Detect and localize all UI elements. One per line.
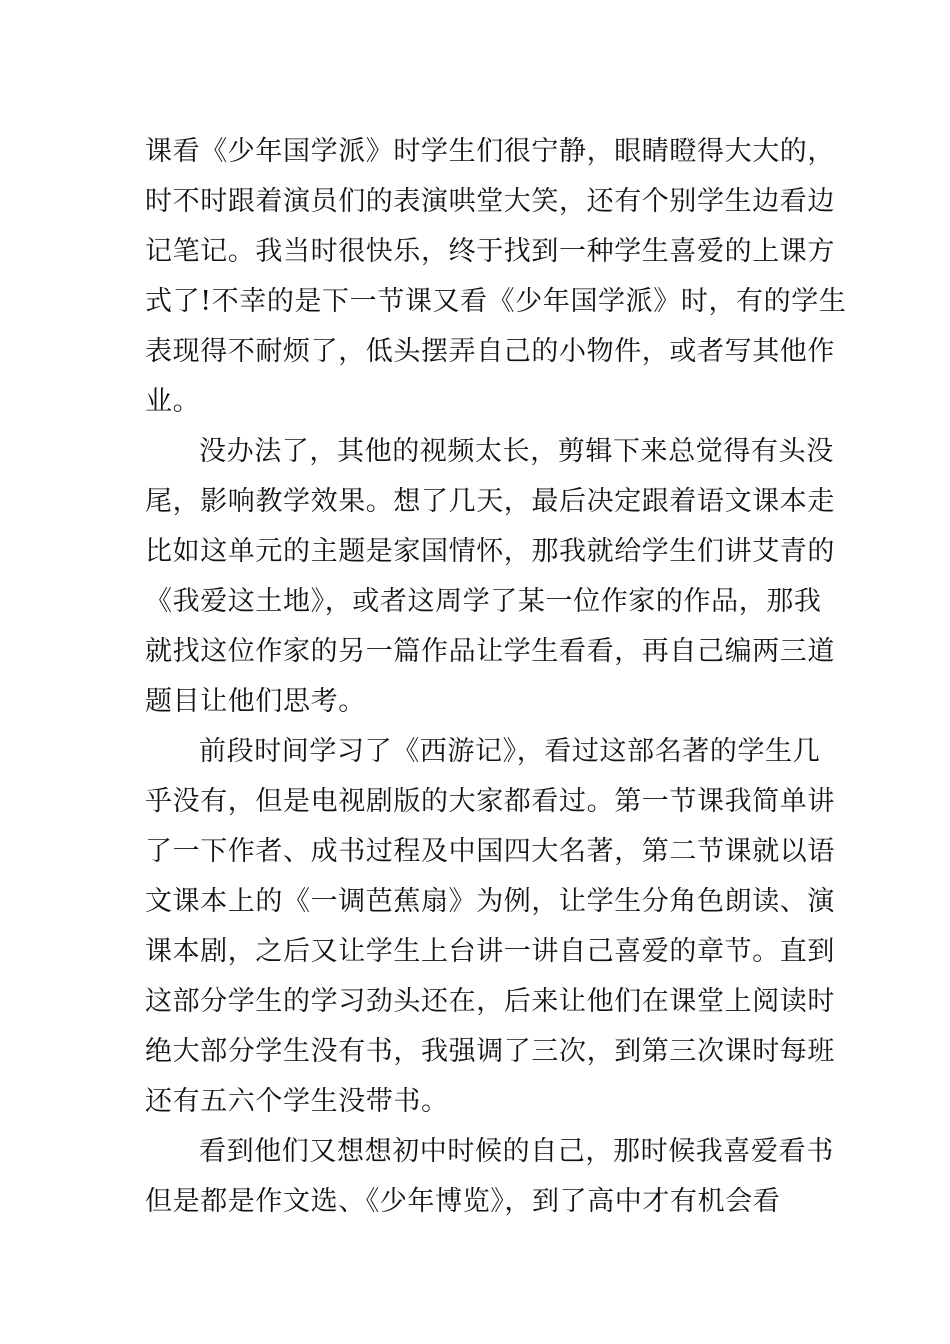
text-line: 还有五六个学生没带书。 [145, 1086, 449, 1117]
text-line: 式了!不幸的是下一节课又看《少年国学派》时，有的学生 [145, 286, 847, 317]
text-line: 乎没有，但是电视剧版的大家都看过。第一节课我简单讲 [145, 786, 835, 817]
text-line: 《我爱这土地》，或者这周学了某一位作家的作品，那我 [145, 586, 822, 617]
text-line: 业。 [145, 386, 201, 417]
text-line: 记笔记。我当时很快乐，终于找到一种学生喜爱的上课方 [145, 236, 835, 267]
text-line: 绝大部分学生没有书，我强调了三次，到第三次课时每班 [145, 1036, 835, 1067]
text-line: 文课本上的《一调芭蕉扇》为例，让学生分角色朗读、演 [145, 886, 835, 917]
text-line: 这部分学生的学习劲头还在，后来让他们在课堂上阅读时 [145, 986, 835, 1017]
text-line: 课本剧，之后又让学生上台讲一讲自己喜爱的章节。直到 [145, 936, 835, 967]
text-line: 比如这单元的主题是家国情怀，那我就给学生们讲艾青的 [145, 536, 835, 567]
text-line: 课看《少年国学派》时学生们很宁静，眼睛瞪得大大的， [145, 136, 835, 167]
text-line: 表现得不耐烦了，低头摆弄自己的小物件，或者写其他作 [145, 336, 835, 367]
text-line: 但是都是作文选、《少年博览》，到了高中才有机会看 [145, 1186, 781, 1217]
text-line: 就找这位作家的另一篇作品让学生看看，再自己编两三道 [145, 636, 835, 667]
paragraph-first-line: 没办法了，其他的视频太长，剪辑下来总觉得有头没 [199, 436, 834, 467]
text-line: 时不时跟着演员们的表演哄堂大笑，还有个别学生边看边 [145, 186, 835, 217]
text-line: 尾，影响教学效果。想了几天，最后决定跟着语文课本走 [145, 486, 835, 517]
text-line: 了一下作者、成书过程及中国四大名著，第二节课就以语 [145, 836, 835, 867]
paragraph-first-line: 看到他们又想想初中时候的自己，那时候我喜爱看书 [199, 1136, 834, 1167]
paragraph-first-line: 前段时间学习了《西游记》，看过这部名著的学生几 [199, 736, 821, 767]
text-line: 题目让他们思考。 [145, 686, 366, 717]
